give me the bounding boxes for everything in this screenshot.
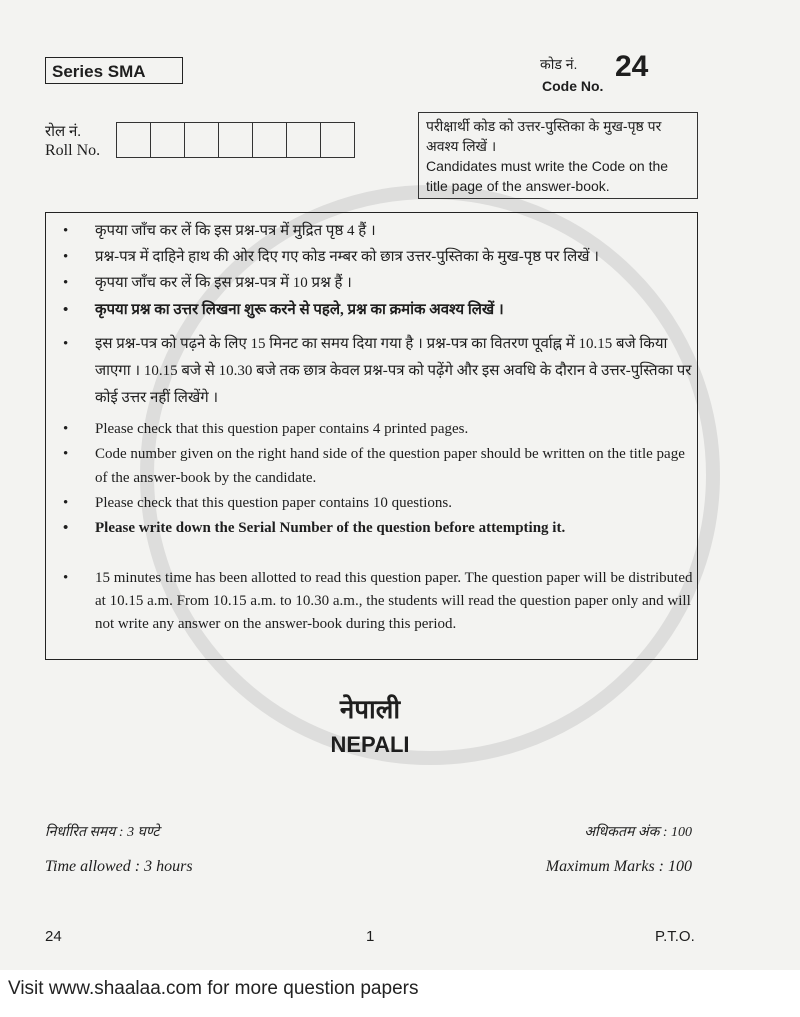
roll-box [218, 122, 253, 158]
footer-code: 24 [45, 928, 62, 945]
title-en: NEPALI [330, 732, 410, 757]
instruction-item: • 15 minutes time has been allotted to read this question paper. The question paper will be distributed at 10.15 a.m. From 10.15 a.m. to 10.30 a.m., the students will read the question paper only and will not write any answer on the answer-book during this period. [95, 567, 693, 636]
instructions-box [45, 212, 698, 660]
instruction-item: • इस प्रश्न-पत्र को पढ़ने के लिए 15 मिनट का समय दिया गया है । प्रश्न-पत्र का वितरण पूर्वाह्न में 10.15 बजे किया जाएगा । 10.15 बजे से 10.30 बजे तक छात्र केवल प्रश्न-पत्र को पढ़ेंगे और इस अवधि के दौरान वे उत्तर-पुस्तिका पर कोई उत्तर नहीं लिखेंगे । [95, 331, 693, 412]
roll-label-hi: रोल नं. [45, 124, 82, 140]
instruction-item: • Please check that this question paper contains 4 printed pages. [95, 417, 693, 441]
instruction-item: • कृपया जाँच कर लें कि इस प्रश्न-पत्र में 10 प्रश्न हैं । [95, 271, 693, 295]
time-allowed-en: Time allowed : 3 hours [45, 858, 193, 875]
roll-box [286, 122, 321, 158]
max-marks-hi: अधिकतम अंक : 100 [584, 825, 692, 840]
code-note-en: Candidates must write the Code on the title page of the answer-book. [426, 158, 669, 194]
code-label-hi: कोड नं. [540, 56, 578, 72]
instruction-item: • कृपया जाँच कर लें कि इस प्रश्न-पत्र में मुद्रित पृष्ठ 4 हैं । [95, 219, 693, 243]
code-number: 24 [615, 50, 649, 83]
instruction-item: • Code number given on the right hand side of the question paper should be written on the title page of the answer-book by the candidate. [95, 442, 693, 490]
roll-box [116, 122, 151, 158]
promo-banner-link[interactable]: Visit www.shaalaa.com for more question papers [8, 978, 419, 999]
max-marks-en: Maximum Marks : 100 [545, 858, 692, 875]
roll-box [252, 122, 287, 158]
instruction-item: • प्रश्न-पत्र में दाहिने हाथ की ओर दिए गए कोड नम्बर को छात्र उत्तर-पुस्तिका के मुख-पृष्ठ पर लिखें । [95, 245, 693, 269]
roll-label-en: Roll No. [45, 142, 101, 159]
code-label-en: Code No. [542, 78, 604, 94]
time-allowed-hi: निर्धारित समय : 3 घण्टे [45, 825, 160, 840]
pto-label: P.T.O. [655, 928, 695, 945]
instruction-item: • Please write down the Serial Number of the question before attempting it. [95, 518, 693, 539]
instruction-item: • कृपया प्रश्न का उत्तर लिखना शुरू करने से पहले, प्रश्न का क्रमांक अवश्य लिखें । [95, 298, 693, 322]
roll-box [320, 122, 355, 158]
code-note-hi: परीक्षार्थी कोड को उत्तर-पुस्तिका के मुख-पृष्ठ पर अवश्य लिखें । [426, 118, 662, 154]
title-hi: नेपाली [339, 695, 401, 724]
roll-box [184, 122, 219, 158]
page-number: 1 [366, 928, 375, 945]
roll-box [150, 122, 185, 158]
instruction-item: • Please check that this question paper contains 10 questions. [95, 491, 693, 515]
series-label: Series SMA [45, 57, 183, 84]
roll-number-boxes [117, 122, 355, 158]
code-note-box [418, 112, 698, 199]
